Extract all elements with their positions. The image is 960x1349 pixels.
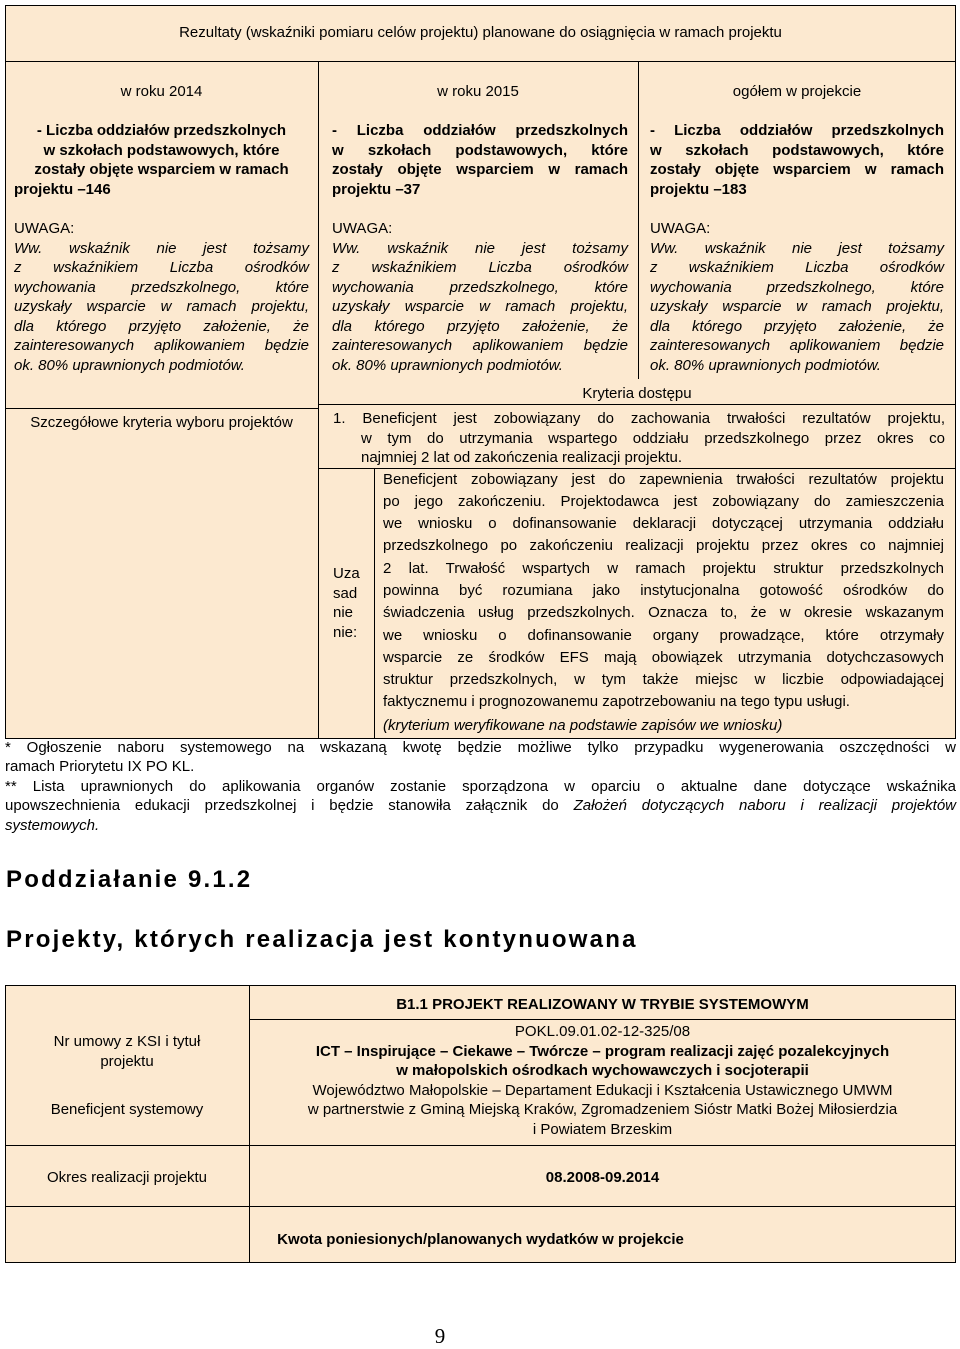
- verification-note: (kryterium weryfikowane na podstawie zapisów we wniosku): [383, 717, 783, 734]
- criteria-left-divider: [5, 408, 318, 409]
- col-divider-2: [638, 61, 639, 379]
- project-row-divider-1: [5, 1145, 956, 1146]
- results-title-divider: [5, 61, 956, 62]
- contract-number: POKL.09.01.02-12-325/08: [514, 1023, 691, 1040]
- projects-heading: Projekty, których realizacja jest kontynuowana: [6, 926, 638, 953]
- justification-divider: [374, 468, 375, 739]
- project-header-divider: [249, 1019, 956, 1020]
- criteria-header-divider: [318, 404, 956, 405]
- col-divider-1: [318, 61, 319, 408]
- period-value: 08.2008-09.2014: [545, 1169, 660, 1186]
- period-label: Okres realizacji projektu: [46, 1169, 208, 1186]
- col-header-2014: w roku 2014: [120, 83, 203, 100]
- project-table-header: B1.1 PROJEKT REALIZOWANY W TRYBIE SYSTEMOWYM: [396, 996, 809, 1013]
- col-header-total: ogółem w projekcie: [732, 83, 862, 100]
- page-number: 9: [434, 1324, 446, 1348]
- cost-label: Kwota poniesionych/planowanych wydatków w projekcie: [277, 1231, 684, 1248]
- criteria-col-divider: [318, 405, 319, 739]
- project-row-divider-2: [5, 1206, 956, 1207]
- results-title: Rezultaty (wskaźniki pomiaru celów projektu) planowane do osiągnięcia w ramach projektu: [179, 24, 782, 41]
- col-header-2015: w roku 2015: [437, 83, 519, 100]
- criterion-divider: [318, 468, 956, 469]
- subsection-heading: Poddziałanie 9.1.2: [6, 866, 253, 893]
- criteria-left-label: Szczegółowe kryteria wyboru projektów: [30, 414, 293, 431]
- criteria-header: Kryteria dostępu: [582, 385, 692, 402]
- beneficiary-label: Beneficjent systemowy: [50, 1101, 204, 1118]
